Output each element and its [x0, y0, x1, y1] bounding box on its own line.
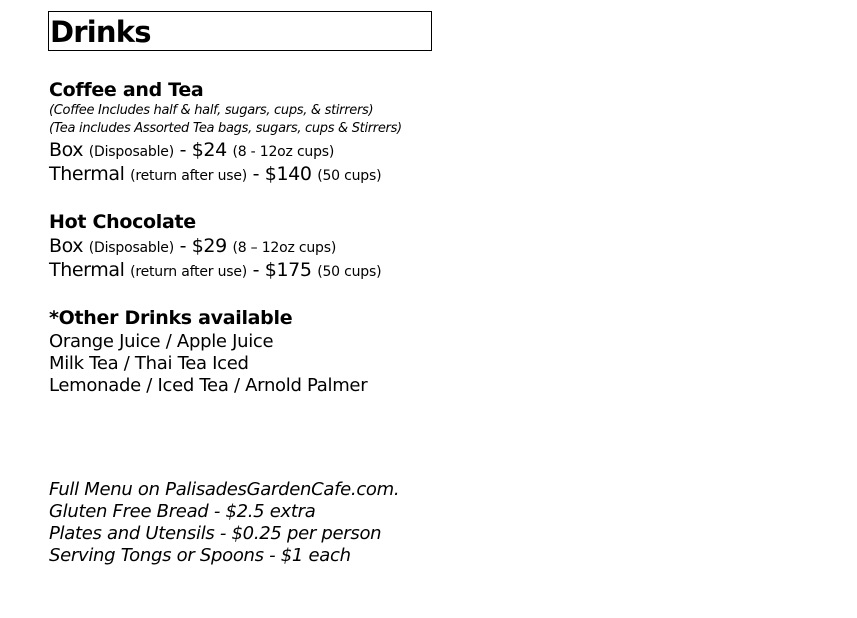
item-name: Thermal	[49, 259, 125, 281]
section-heading-coffee-tea: Coffee and Tea	[49, 79, 204, 101]
item-separator: -	[247, 163, 265, 185]
tea-note: (Tea includes Assorted Tea bags, sugars, cups & Stirrers)	[49, 121, 402, 136]
item-price: $140	[264, 163, 312, 185]
item-note: (Disposable)	[88, 240, 174, 256]
footer-note: Gluten Free Bread - $2.5 extra	[49, 501, 316, 522]
item-name: Thermal	[49, 163, 125, 185]
item-separator: -	[247, 259, 265, 281]
drink-list-item: Lemonade / Iced Tea / Arnold Palmer	[49, 375, 368, 396]
footer-note: Full Menu on PalisadesGardenCafe.com.	[49, 479, 400, 500]
menu-item-cocoa-thermal	[49, 259, 381, 283]
footer-note: Serving Tongs or Spoons - $1 each	[49, 545, 351, 566]
item-separator: -	[173, 235, 192, 257]
item-separator: -	[173, 139, 192, 161]
item-name: Box	[49, 139, 84, 161]
menu-item-cocoa-box	[49, 235, 336, 259]
page-title: Drinks	[50, 15, 151, 49]
item-note: (return after use)	[130, 264, 248, 280]
item-detail: (8 – 12oz cups)	[232, 240, 337, 256]
coffee-note: (Coffee Includes half & half, sugars, cups, & stirrers)	[49, 103, 374, 118]
item-detail: (8 - 12oz cups)	[232, 144, 335, 160]
item-price: $24	[191, 139, 227, 161]
item-price: $29	[191, 235, 227, 257]
section-heading-hot-chocolate: Hot Chocolate	[49, 211, 196, 233]
section-heading-other-drinks: *Other Drinks available	[49, 307, 293, 329]
item-note: (return after use)	[130, 168, 248, 184]
item-detail: (50 cups)	[317, 264, 382, 280]
drink-list-item: Milk Tea / Thai Tea Iced	[49, 353, 249, 374]
title-box	[48, 11, 432, 51]
menu-item-coffee-box	[49, 139, 334, 163]
item-detail: (50 cups)	[317, 168, 382, 184]
item-name: Box	[49, 235, 84, 257]
drink-list-item: Orange Juice / Apple Juice	[49, 331, 274, 352]
item-note: (Disposable)	[88, 144, 174, 160]
menu-item-coffee-thermal	[49, 163, 381, 187]
item-price: $175	[264, 259, 312, 281]
footer-note: Plates and Utensils - $0.25 per person	[49, 523, 382, 544]
